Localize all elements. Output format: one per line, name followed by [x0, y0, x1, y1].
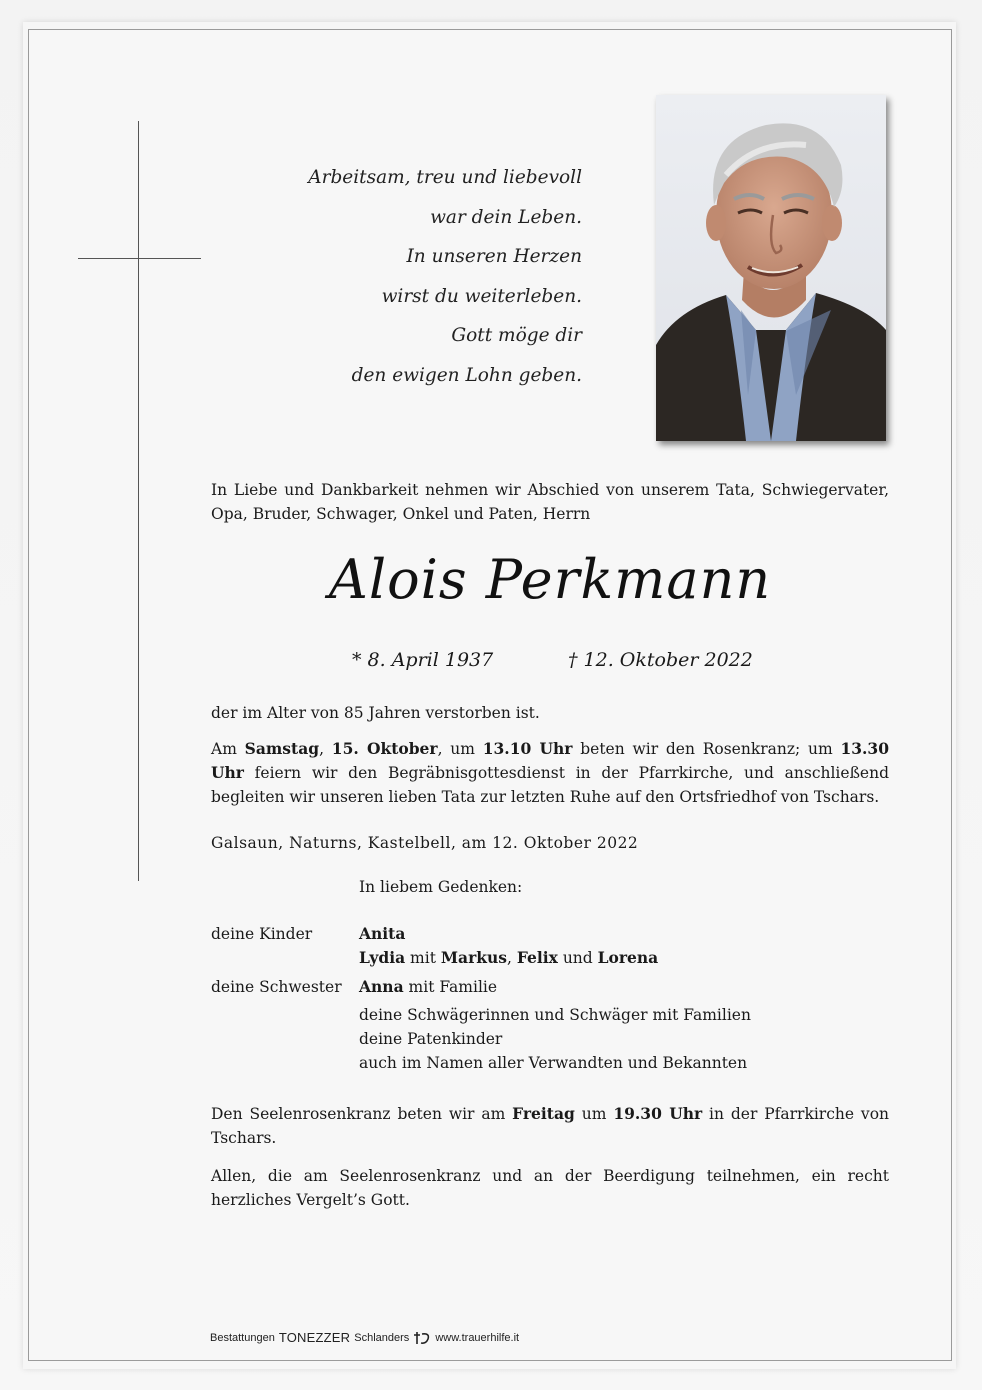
- thanks-text: Allen, die am Seelenrosenkranz und an der Beerdigung teilnehmen, ein recht herzliches Vergelt’s Gott.: [211, 1167, 889, 1209]
- footer-brand: TONEZZER: [278, 1330, 351, 1345]
- connector-text: und: [557, 949, 598, 967]
- connector-text: mit: [405, 949, 441, 967]
- child-name: [359, 922, 405, 946]
- footer-town: Schlanders: [354, 1331, 410, 1344]
- sister-entry: [359, 975, 497, 999]
- service-text: , um: [437, 740, 483, 758]
- deceased-name: Alois Perkmann: [328, 548, 772, 611]
- birth-date: * 8. April 1937: [352, 649, 494, 671]
- footer-prefix: Bestattungen: [210, 1331, 275, 1344]
- in-laws-line: deine Schwägerinnen und Schwäger mit Familien: [359, 1006, 751, 1024]
- footer-url: www.trauerhilfe.it: [435, 1331, 520, 1344]
- verse-line: Gott möge dir: [451, 325, 582, 346]
- cross-vertical-bar: [138, 121, 139, 881]
- rosary-day: Freitag: [512, 1104, 575, 1123]
- connector-text: ,: [506, 949, 517, 967]
- children-label: deine Kinder: [211, 925, 313, 943]
- place-and-date: Galsaun, Naturns, Kastelbell, am 12. Oktober 2022: [211, 834, 639, 852]
- rosary-text: in der Pfarrkirche von Tschars.: [211, 1105, 890, 1147]
- service-date: 15. Oktober: [331, 739, 438, 758]
- verse-line: war dein Leben.: [430, 206, 582, 228]
- grandchild-name: Lorena: [597, 948, 659, 967]
- service-text: feiern wir den Begräbnisgottesdienst in der Pfarrkirche, und anschließend begleiten wir unseren lieben Tata zur letzten Ruhe auf den Ortsfriedhof von Tschars.: [211, 764, 889, 806]
- verse-line: Arbeitsam, treu und liebevoll: [308, 167, 582, 188]
- rosary-text: um: [574, 1105, 614, 1123]
- child-family: [359, 946, 658, 970]
- portrait-photo: [656, 95, 886, 441]
- godchildren-line: deine Patenkinder: [359, 1030, 503, 1048]
- age-statement: der im Alter von 85 Jahren verstorben ist.: [211, 704, 540, 722]
- service-text: ,: [319, 740, 332, 758]
- rosary-text: Den Seelenrosenkranz beten wir am: [211, 1105, 513, 1123]
- service-details: [211, 737, 889, 809]
- rosary-notice: [211, 1102, 889, 1150]
- death-date: † 12. Oktober 2022: [568, 649, 753, 671]
- intro-text: In Liebe und Dankbarkeit nehmen wir Abschied von unserem Tata, Schwiegervater, Opa, Bruder, Schwager, Onkel und Paten, Herrn: [211, 481, 889, 523]
- connector-text: mit Familie: [403, 978, 498, 996]
- memorial-verse: [308, 158, 582, 395]
- service-day: Samstag: [244, 739, 320, 758]
- memory-heading: In liebem Gedenken:: [359, 878, 523, 896]
- footer-credit: [210, 1330, 519, 1345]
- mass-time: 13.30 Uhr: [211, 739, 890, 782]
- portrait-illustration: [656, 95, 886, 441]
- sister-label: deine Schwester: [211, 978, 342, 996]
- sister-name: Anna: [359, 977, 404, 996]
- trauerhilfe-logo-icon: [413, 1331, 431, 1345]
- service-text: Am: [211, 740, 245, 758]
- rosary-time: 13.10 Uhr: [482, 739, 573, 758]
- verse-line: wirst du weiterleben.: [381, 285, 582, 307]
- cross-horizontal-bar: [78, 258, 201, 259]
- grandchild-name: Felix: [516, 948, 558, 967]
- child-name-anita: Anita: [359, 924, 406, 943]
- service-text: beten wir den Rosenkranz; um: [572, 740, 841, 758]
- relatives-line: auch im Namen aller Verwandten und Bekannten: [359, 1054, 748, 1072]
- verse-line: den ewigen Lohn geben.: [351, 364, 582, 386]
- partner-name: Markus: [440, 948, 507, 967]
- rosary-time: 19.30 Uhr: [613, 1104, 703, 1123]
- verse-line: In unseren Herzen: [406, 246, 582, 267]
- child-name-lydia: Lydia: [359, 948, 406, 967]
